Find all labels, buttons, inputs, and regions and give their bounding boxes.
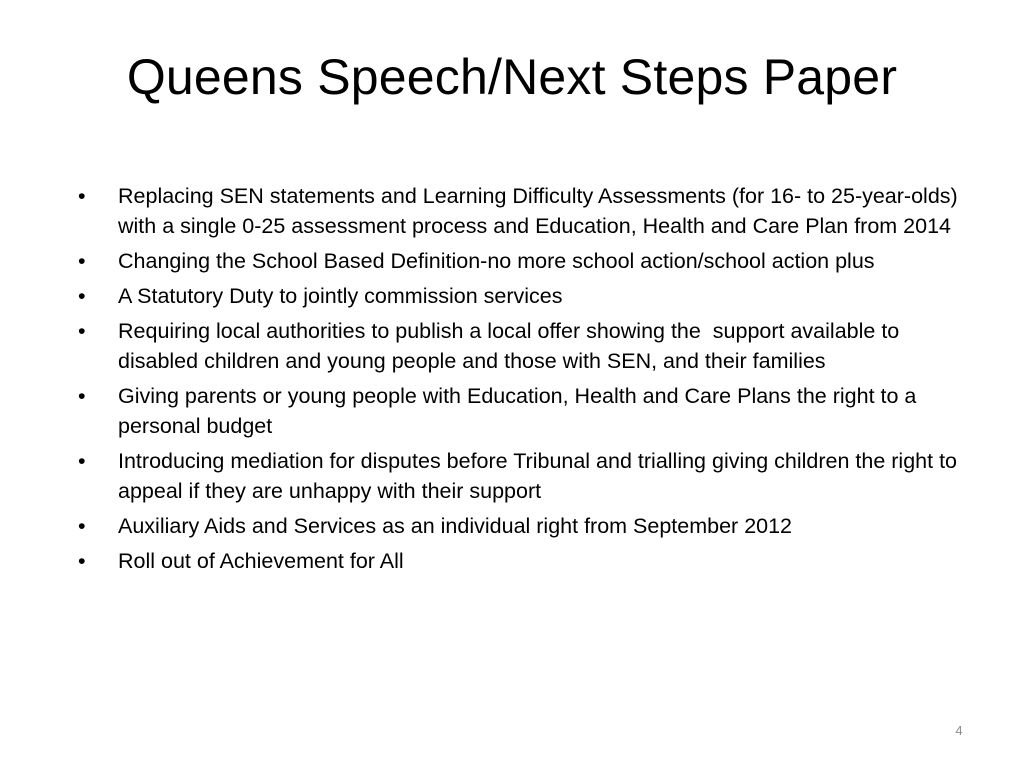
bullet-text: Introducing mediation for disputes before Tribunal and trialling giving children the right to appeal if they are unhappy with their support [118,449,957,503]
bullet-text: Roll out of Achievement for All [118,549,404,573]
bullet-text: Changing the School Based Definition-no more school action/school action plus [118,249,875,273]
slide-number: 4 [955,723,963,738]
bullet-icon: • [78,514,86,538]
bullet-icon: • [78,449,86,473]
bullet-text: Replacing SEN statements and Learning Difficulty Assessments (for 16- to 25-year-olds) with a single 0-25 assessment process and Education, Health and Care Plan from 2014 [118,184,958,238]
bullet-text: Giving parents or young people with Education, Health and Care Plans the right to a personal budget [118,384,917,438]
bullet-text: Requiring local authorities to publish a local offer showing the support available to disabled children and young people and those with SEN, and their families [118,319,906,373]
bullet-item [78,546,978,576]
slide-title: Queens Speech/Next Steps Paper [126,49,898,105]
bullet-icon: • [78,549,86,573]
bullet-text: A Statutory Duty to jointly commission services [118,284,563,308]
bullet-item [78,316,978,376]
bullet-list [78,181,978,581]
bullet-item [78,446,978,506]
bullet-item [78,511,978,541]
bullet-icon: • [78,319,86,343]
bullet-item [78,281,978,311]
bullet-icon: • [78,249,86,273]
bullet-item [78,246,978,276]
bullet-item [78,381,978,441]
bullet-icon: • [78,284,86,308]
bullet-icon: • [78,384,86,408]
bullet-icon: • [78,184,86,208]
bullet-item [78,181,978,241]
bullet-text: Auxiliary Aids and Services as an individual right from September 2012 [118,514,793,538]
